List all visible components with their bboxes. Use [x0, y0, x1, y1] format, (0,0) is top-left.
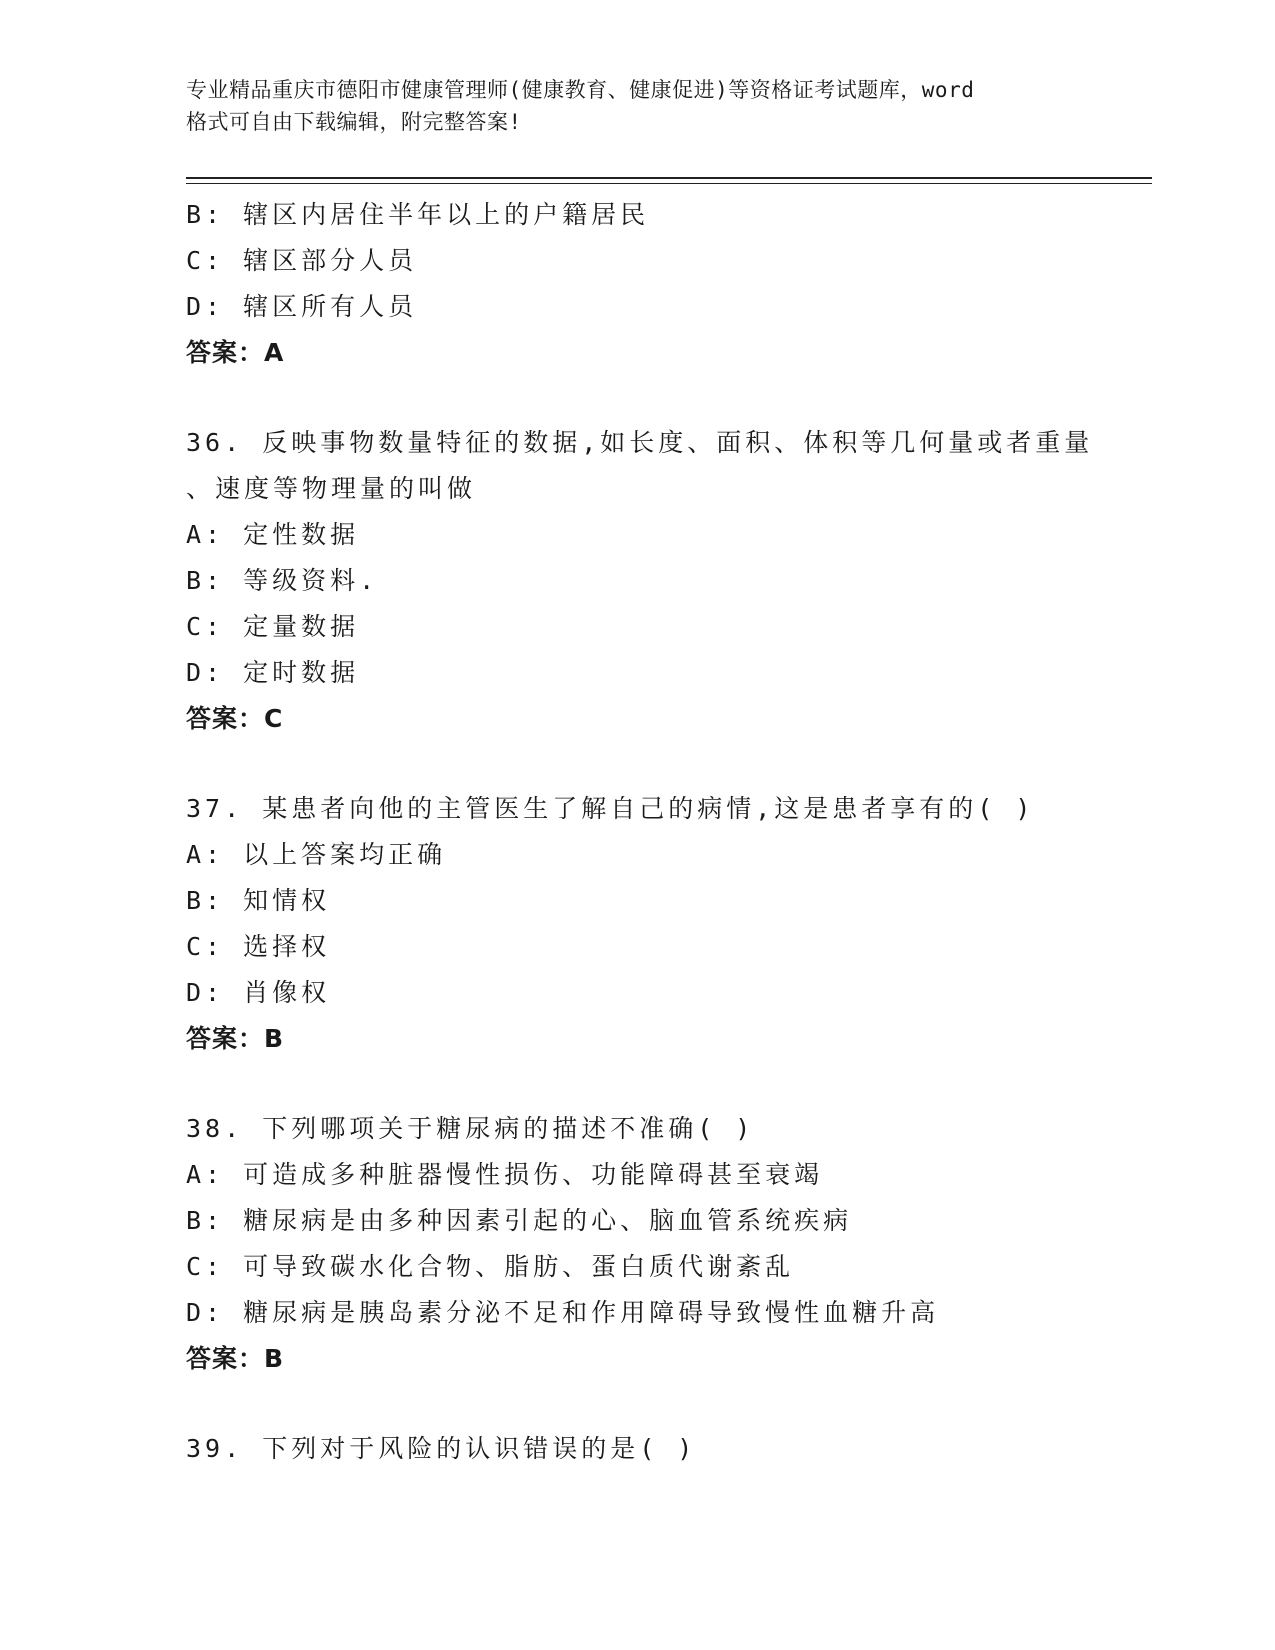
- question-37: [186, 786, 1152, 1062]
- header-line-2: 格式可自由下载编辑，附完整答案!: [186, 110, 522, 134]
- option-c: C: 可导致碳水化合物、脂肪、蛋白质代谢紊乱: [186, 1252, 795, 1281]
- option-a: A: 定性数据: [186, 520, 360, 549]
- answer: 答案：B: [186, 1024, 285, 1053]
- header-divider-thin: [186, 183, 1152, 184]
- option-c: C: 定量数据: [186, 612, 360, 641]
- answer: 答案：A: [186, 338, 285, 367]
- option-a: A: 可造成多种脏器慢性损伤、功能障碍甚至衰竭: [186, 1160, 824, 1189]
- option-b: B: 辖区内居住半年以上的户籍居民: [186, 200, 650, 229]
- answer: 答案：C: [186, 704, 284, 733]
- header-divider-thick: [186, 177, 1152, 179]
- question-stem: 39. 下列对于风险的认识错误的是( ): [186, 1434, 697, 1463]
- option-a: A: 以上答案均正确: [186, 840, 447, 869]
- question-39: [186, 1426, 1152, 1472]
- partial-question: [186, 192, 1152, 376]
- option-c: C: 辖区部分人员: [186, 246, 418, 275]
- question-stem: 37. 某患者向他的主管医生了解自己的病情,这是患者享有的( ): [186, 794, 1035, 823]
- question-stem: 36. 反映事物数量特征的数据,如长度、面积、体积等几何量或者重量: [186, 428, 1094, 457]
- question-36: [186, 420, 1152, 742]
- option-c: C: 选择权: [186, 932, 331, 961]
- document-header: [186, 74, 1086, 138]
- option-d: D: 糖尿病是胰岛素分泌不足和作用障碍导致慢性血糖升高: [186, 1298, 940, 1327]
- question-stem: 38. 下列哪项关于糖尿病的描述不准确( ): [186, 1114, 755, 1143]
- option-d: D: 肖像权: [186, 978, 331, 1007]
- option-d: D: 定时数据: [186, 658, 360, 687]
- option-b: B: 知情权: [186, 886, 331, 915]
- question-38: [186, 1106, 1152, 1382]
- option-d: D: 辖区所有人员: [186, 292, 418, 321]
- question-stem-continued: 、速度等物理量的叫做: [186, 474, 477, 503]
- option-b: B: 等级资料.: [186, 566, 379, 595]
- option-b: B: 糖尿病是由多种因素引起的心、脑血管系统疾病: [186, 1206, 853, 1235]
- question-list: [186, 192, 1152, 1472]
- answer: 答案：B: [186, 1344, 285, 1373]
- header-line-1: 专业精品重庆市德阳市健康管理师(健康教育、健康促进)等资格证考试题库，word: [186, 78, 975, 102]
